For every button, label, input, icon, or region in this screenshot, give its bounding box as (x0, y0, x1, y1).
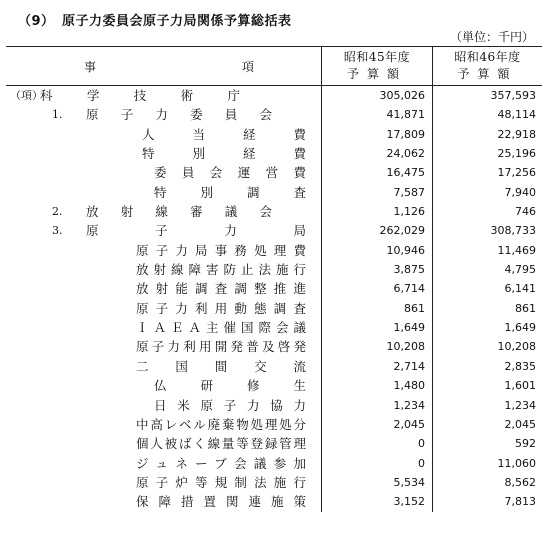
table-row (6, 125, 542, 144)
fy46-value: 2,045 (504, 417, 536, 431)
fy46-value: 22,918 (497, 127, 536, 141)
budget-table (6, 46, 542, 512)
row-label: 原子力局 (86, 223, 363, 239)
table-row (6, 337, 542, 356)
fy45-value: 3,152 (393, 495, 425, 509)
table-row (6, 105, 542, 124)
fy46-value: 1,601 (504, 379, 536, 393)
row-label: 原子炉等規制法施行 (136, 474, 314, 490)
fy45-value: 6,714 (393, 282, 425, 296)
fy45-value: 305,026 (379, 89, 425, 102)
fy46-value: 7,813 (504, 495, 536, 509)
row-index: 3. (52, 224, 63, 238)
table-row (6, 454, 542, 473)
row-label: 委員会運営費 (154, 165, 322, 181)
fy46-value: 8,562 (504, 475, 536, 489)
table-row (6, 279, 542, 298)
header-item-a: 事 (84, 60, 97, 74)
fy46-value: 6,141 (504, 282, 536, 296)
fy45-value: 0 (418, 456, 425, 470)
table-row (6, 202, 542, 221)
table-row (6, 396, 542, 415)
fy45-value: 1,649 (393, 321, 425, 335)
fy45-value: 16,475 (386, 166, 425, 180)
row-label: 人当経費 (142, 126, 344, 142)
fy46-value: 1,234 (504, 398, 536, 412)
table-row (6, 357, 542, 376)
row-label: 原子力局事務処理費 (136, 242, 314, 258)
table-row (6, 183, 542, 202)
header-fy46-year: 昭和46年度 (454, 50, 521, 64)
fy46-value: 10,208 (497, 340, 536, 354)
fy45-value: 1,480 (393, 379, 425, 393)
row-label: ＩＡＥＡ主催国際会議 (136, 320, 311, 336)
fy46-value: 2,835 (504, 359, 536, 373)
row-label: 放射能調査調整推進 (136, 281, 314, 297)
row-label: 原子力委員会 (86, 107, 295, 123)
fy46-value: 308,733 (490, 224, 536, 238)
fy45-value: 24,062 (386, 147, 425, 161)
table-row (6, 241, 542, 260)
table-row (6, 376, 542, 395)
row-label: 放射線障害防止法施行 (136, 262, 311, 278)
table-row (6, 434, 542, 453)
fy46-value: 357,593 (490, 89, 536, 102)
row-label: 原子力利用動態調査 (136, 300, 314, 316)
fy45-value: 7,587 (393, 185, 425, 199)
table-header (6, 47, 542, 86)
table-row (6, 415, 542, 434)
fy46-value: 7,940 (504, 185, 536, 199)
fy46-value: 746 (515, 205, 536, 219)
header-fy46-label: 予算額 (457, 67, 518, 81)
fy45-value: 2,714 (393, 359, 425, 373)
fy45-value: 10,946 (386, 243, 425, 257)
row-label: 個人被ばく線量等登録管理 (136, 436, 308, 452)
fy46-value: 4,795 (504, 263, 536, 277)
fy46-value: 592 (515, 437, 536, 451)
row-label: ジュネーブ会議参加 (136, 455, 314, 471)
fy46-value: 11,469 (497, 243, 536, 257)
fy45-value: 5,534 (393, 475, 425, 489)
row-index: 2. (52, 205, 63, 219)
fy46-value: 861 (515, 301, 536, 315)
fy46-value: 25,196 (497, 147, 536, 161)
row-label: 特別調査 (154, 184, 340, 200)
header-fy46 (432, 47, 542, 85)
row-index: （項） (10, 89, 43, 102)
fy45-value: 0 (418, 437, 425, 451)
table-title-text: 原子力委員会原子力局関係予算総括表 (62, 14, 292, 29)
unit-note: （単位：千円） (449, 30, 534, 44)
fy45-value: 1,234 (393, 398, 425, 412)
table-row (6, 318, 542, 337)
fy45-value: 861 (404, 301, 425, 315)
row-label: 二国間交流 (136, 358, 333, 374)
header-item-b: 項 (242, 60, 255, 74)
fy46-value: 1,649 (504, 321, 536, 335)
fy45-value: 3,875 (393, 263, 425, 277)
fy46-value: 17,256 (497, 166, 536, 180)
table-row (6, 163, 542, 182)
table-row (6, 144, 542, 163)
table-row (6, 492, 542, 511)
table-row (6, 221, 542, 240)
row-label: 放射線審議会 (86, 204, 295, 220)
fy46-value: 11,060 (497, 456, 536, 470)
table-body (6, 86, 542, 512)
row-label: 特別経費 (142, 146, 344, 162)
table-row (6, 473, 542, 492)
fy45-value: 2,045 (393, 417, 425, 431)
header-item-column (6, 47, 321, 85)
row-label: 保障措置関連施策 (136, 494, 316, 510)
row-label: 原子力利用開発普及啓発 (136, 339, 310, 355)
header-fy45 (321, 47, 432, 85)
table-number: （9） (18, 14, 55, 29)
table-row (6, 86, 542, 105)
header-fy45-label: 予算額 (346, 67, 407, 81)
fy45-value: 10,208 (386, 340, 425, 354)
row-label: 仏研修生 (154, 378, 340, 394)
fy45-value: 17,809 (386, 127, 425, 141)
row-label: 日米原子力協力 (154, 397, 317, 413)
fy45-value: 41,871 (386, 108, 425, 122)
header-fy45-year: 昭和45年度 (343, 50, 411, 64)
row-index: 1. (52, 108, 63, 122)
row-label: 科学技術庁 (40, 88, 275, 103)
fy45-value: 1,126 (393, 205, 425, 219)
table-title (18, 10, 292, 29)
fy45-value: 262,029 (379, 224, 425, 238)
row-label: 中高レベル廃棄物処理処分 (136, 416, 308, 432)
table-row (6, 260, 542, 279)
fy46-value: 48,114 (497, 108, 536, 122)
table-row (6, 299, 542, 318)
